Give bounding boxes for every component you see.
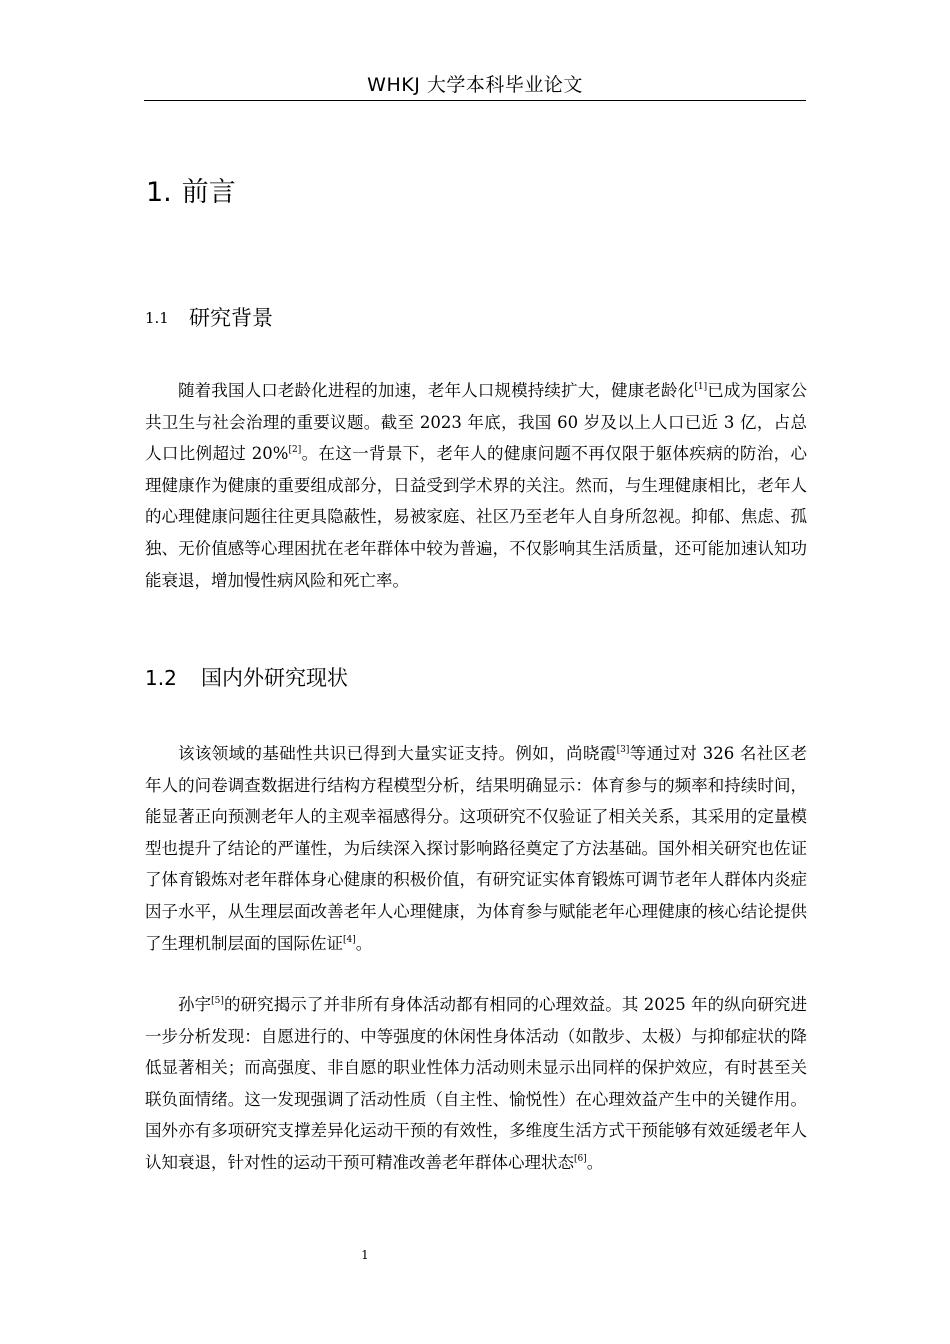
running-header: WHKJ 大学本科毕业论文 [367, 74, 583, 96]
section-heading-1-2 [145, 662, 348, 692]
paragraph-text: 的研究揭示了并非所有身体活动都有相同的心理效益。其 2025 年的纵向研究进一步分析发现：自愿进行的、中等强度的休闲性身体活动（如散步、太极）与抑郁症状的降低显著相关；而高强度、非自愿的职业性体力活动则未显示出同样的保护效应，有时甚至关联负面情绪。这一发现强调了活动性质（自主性、愉悦性）在心理效益产生中的关键作用。国外亦有多项研究支撑差异化运动干预的有效性，多维度生活方式干预能够有效延缓老年人认知衰退，针对性的运动干预可精准改善老年群体心理状态 [145, 995, 807, 1172]
citation-ref[interactable]: [2] [288, 445, 302, 456]
paragraph-text: 等通过对 326 名社区老年人的问卷调查数据进行结构方程模型分析，结果明确显示：体育参与的频率和持续时间，能显著正向预测老年人的主观幸福感得分。这项研究不仅验证了相关关系，其采用的定量模型也提升了结论的严谨性，为后续深入探讨影响路径奠定了方法基础。国外相关研究也佐证了体育锻炼对老年群体身心健康的积极价值，有研究证实体育锻炼可调节老年人群体内炎症因子水平，从生理层面改善老年人心理健康，为体育参与赋能老年心理健康的核心结论提供了生理机制层面的国际佐证 [145, 744, 808, 953]
section-number: 1.2 [145, 666, 177, 690]
chapter-heading [146, 170, 236, 209]
chapter-title: 前言 [181, 177, 236, 208]
paragraph-background [145, 375, 807, 596]
page-number: 1 [361, 1248, 369, 1262]
citation-ref[interactable]: [5] [211, 996, 224, 1006]
section-number: 1.1 [145, 309, 169, 327]
section-heading-1-1 [145, 302, 273, 332]
paragraph-research-status-1 [145, 738, 807, 959]
citation-ref[interactable]: [3] [616, 745, 630, 755]
section-title: 研究背景 [189, 306, 273, 330]
section-title: 国内外研究现状 [201, 666, 348, 690]
paragraph-text: 。 [586, 1152, 604, 1172]
paragraph-text: 孙宇 [178, 995, 212, 1014]
paragraph-research-status-2 [145, 989, 807, 1179]
citation-ref[interactable]: [6] [574, 1153, 587, 1164]
paragraph-text: 。 [355, 933, 373, 953]
paragraph-text: 。在这一背景下，老年人的健康问题不再仅限于躯体疾病的防治，心理健康作为健康的重要组成部分，日益受到学术界的关注。然而，与生理健康相比，老年人的心理健康问题往往更具隐蔽性，易被家庭、社区乃至老年人自身所忽视。抑郁、焦虑、孤独、无价值感等心理困扰在老年群体中较为普遍，不仅影响其生活质量，还可能加速认知功能衰退，增加慢性病风险和死亡率。 [145, 444, 808, 590]
paragraph-text: 随着我国人口老龄化进程的加速，老年人口规模持续扩大，健康老龄化 [178, 381, 695, 400]
citation-ref[interactable]: [1] [694, 382, 708, 392]
paragraph-text: 该该领域的基础性共识已得到大量实证支持。例如，尚晓霞 [178, 744, 617, 763]
citation-ref[interactable]: [4] [343, 934, 356, 945]
header-rule [144, 100, 806, 101]
chapter-number: 1. [146, 177, 172, 208]
paragraph-text: 已成为国家公共卫生与社会治理的重要议题。截至 2023 年底，我国 60 岁及以上人口已近 3 亿，占总人口比例超过 20% [145, 381, 808, 464]
